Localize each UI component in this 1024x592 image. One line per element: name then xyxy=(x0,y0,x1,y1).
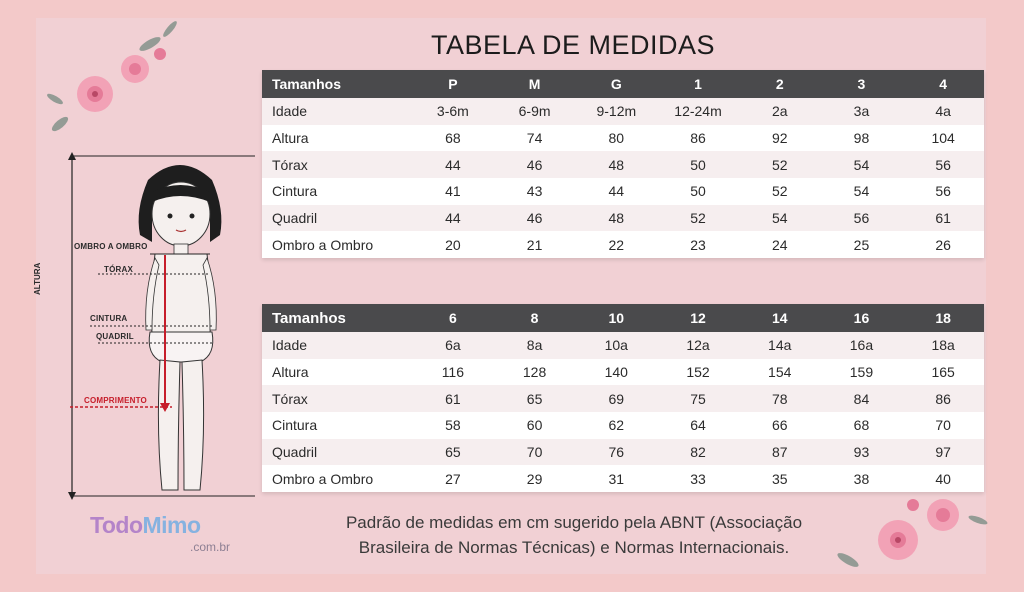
table-cell: 54 xyxy=(853,183,870,200)
table-cell: 104 xyxy=(931,130,955,147)
row-label: Altura xyxy=(272,130,309,147)
table-cell: 3a xyxy=(853,103,870,120)
table-row xyxy=(262,332,984,359)
table-cell: 68 xyxy=(853,417,870,434)
table-cell: 44 xyxy=(445,210,461,227)
header-cell: 4 xyxy=(939,76,948,92)
table-cell: 8a xyxy=(526,337,543,354)
table-cell: 31 xyxy=(608,470,625,487)
table-cell: 21 xyxy=(526,236,543,253)
header-cell: G xyxy=(610,76,622,92)
table-cell: 61 xyxy=(935,210,951,227)
table-row xyxy=(262,125,984,152)
header-cell: 16 xyxy=(853,310,870,326)
footer-line-1: Padrão de medidas em cm sugerido pela ABNT (Associação xyxy=(345,513,803,532)
table-cell: 2a xyxy=(771,103,788,120)
table-cell: 116 xyxy=(441,364,465,381)
table-cell: 46 xyxy=(526,156,543,173)
table-cell: 48 xyxy=(608,156,625,173)
header-cell: P xyxy=(448,76,458,92)
table-cell: 74 xyxy=(526,130,543,147)
label-cintura: CINTURA xyxy=(90,314,128,323)
size-table-large xyxy=(262,304,984,492)
label-comprimento: COMPRIMENTO xyxy=(84,396,147,405)
logo-domain: .com.br xyxy=(190,540,231,554)
table-header xyxy=(262,304,984,332)
table-cell: 82 xyxy=(690,444,706,461)
table-row xyxy=(262,178,984,205)
table-cell: 26 xyxy=(935,236,951,253)
table-cell: 40 xyxy=(935,470,951,487)
table-row xyxy=(262,231,984,258)
table-cell: 60 xyxy=(526,417,543,434)
table-cell: 152 xyxy=(686,364,710,381)
table-cell: 4a xyxy=(935,103,951,120)
todomimo-logo xyxy=(90,512,201,539)
row-label: Tórax xyxy=(272,156,308,173)
label-torax: TÓRAX xyxy=(104,265,133,274)
table-cell: 12a xyxy=(686,337,710,354)
row-label: Cintura xyxy=(272,183,318,200)
header-cell: 6 xyxy=(448,310,457,326)
page-title: TABELA DE MEDIDAS xyxy=(430,30,716,60)
flower-decoration-top-left xyxy=(40,14,190,144)
table-cell: 98 xyxy=(853,130,870,147)
header-cell: 10 xyxy=(608,310,625,326)
table-cell: 29 xyxy=(526,470,543,487)
table-cell: 33 xyxy=(690,470,706,487)
table-cell: 6a xyxy=(445,337,461,354)
row-label: Altura xyxy=(272,364,309,381)
table-cell: 70 xyxy=(526,444,543,461)
table-cell: 154 xyxy=(768,364,792,381)
table-cell: 65 xyxy=(526,390,543,407)
table-cell: 65 xyxy=(445,444,461,461)
header-cell: 18 xyxy=(935,310,951,326)
header-cell: 1 xyxy=(694,76,702,92)
table-cell: 18a xyxy=(931,337,955,354)
table-cell: 62 xyxy=(608,417,625,434)
table-cell: 58 xyxy=(445,417,461,434)
table-row xyxy=(262,359,984,386)
table-cell: 140 xyxy=(604,364,628,381)
table-cell: 66 xyxy=(771,417,788,434)
row-label: Quadril xyxy=(272,210,318,227)
table-row xyxy=(262,151,984,178)
table-row xyxy=(262,439,984,466)
table-cell: 159 xyxy=(849,364,874,381)
header-label: Tamanhos xyxy=(272,76,341,92)
header-cell: M xyxy=(528,76,541,92)
label-ombro-a-ombro: OMBRO A OMBRO xyxy=(74,242,148,251)
row-label: Ombro a Ombro xyxy=(272,470,374,487)
table-cell: 84 xyxy=(853,390,870,407)
header-cell: 12 xyxy=(690,310,706,326)
table-cell: 43 xyxy=(526,183,543,200)
child-measurement-figure xyxy=(60,150,260,502)
table-cell: 50 xyxy=(690,156,706,173)
table-cell: 23 xyxy=(690,236,706,253)
table-cell: 78 xyxy=(771,390,788,407)
table-cell: 64 xyxy=(690,417,706,434)
table-cell: 46 xyxy=(526,210,543,227)
label-quadril: QUADRIL xyxy=(96,332,134,341)
table-cell: 3-6m xyxy=(436,103,469,120)
table-cell: 27 xyxy=(445,470,461,487)
table-cell: 12-24m xyxy=(674,103,722,120)
table-cell: 44 xyxy=(608,183,625,200)
table-cell: 48 xyxy=(608,210,625,227)
header-cell: 14 xyxy=(771,310,788,326)
table-cell: 93 xyxy=(853,444,870,461)
table-body xyxy=(262,98,984,258)
table-cell: 61 xyxy=(445,390,461,407)
table-cell: 87 xyxy=(771,444,788,461)
table-cell: 10a xyxy=(604,337,628,354)
table-cell: 24 xyxy=(771,236,788,253)
table-cell: 35 xyxy=(771,470,788,487)
table-cell: 54 xyxy=(771,210,788,227)
table-cell: 44 xyxy=(445,156,461,173)
table-cell: 80 xyxy=(608,130,625,147)
header-cell: 2 xyxy=(775,76,784,92)
row-label: Ombro a Ombro xyxy=(272,236,374,253)
row-label: Quadril xyxy=(272,444,318,461)
row-label: Cintura xyxy=(272,417,318,434)
table-cell: 54 xyxy=(853,156,870,173)
footer-note xyxy=(300,510,848,560)
table-cell: 52 xyxy=(690,210,706,227)
table-cell: 38 xyxy=(853,470,870,487)
row-label: Tórax xyxy=(272,390,308,407)
table-cell: 22 xyxy=(608,236,625,253)
logo-part-mimo: Mimo xyxy=(142,512,201,538)
table-row xyxy=(262,205,984,232)
table-cell: 69 xyxy=(608,390,625,407)
label-altura: ALTURA xyxy=(33,262,42,295)
table-cell: 6-9m xyxy=(518,103,551,120)
table-cell: 56 xyxy=(935,156,951,173)
table-cell: 52 xyxy=(771,183,788,200)
table-header xyxy=(262,70,984,98)
table-cell: 9-12m xyxy=(596,103,637,120)
table-cell: 128 xyxy=(522,364,547,381)
table-cell: 25 xyxy=(853,236,870,253)
table-row xyxy=(262,98,984,125)
table-row xyxy=(262,465,984,492)
table-cell: 14a xyxy=(768,337,792,354)
row-label: Idade xyxy=(272,103,308,120)
table-cell: 97 xyxy=(935,444,951,461)
table-cell: 92 xyxy=(771,130,788,147)
table-cell: 86 xyxy=(690,130,706,147)
table-cell: 56 xyxy=(853,210,870,227)
header-cell: 8 xyxy=(530,310,539,326)
size-table-small xyxy=(262,70,984,258)
row-label: Idade xyxy=(272,337,308,354)
table-cell: 165 xyxy=(931,364,955,381)
table-cell: 56 xyxy=(935,183,951,200)
header-label: Tamanhos xyxy=(272,309,346,327)
table-cell: 20 xyxy=(445,236,461,253)
table-cell: 16a xyxy=(849,337,874,354)
footer-line-2: Brasileira de Normas Técnicas) e Normas Internacionais. xyxy=(358,538,790,557)
table-cell: 76 xyxy=(608,444,625,461)
table-cell: 50 xyxy=(690,183,706,200)
table-cell: 52 xyxy=(771,156,788,173)
table-row xyxy=(262,385,984,412)
logo-part-todo: Todo xyxy=(90,512,143,538)
table-cell: 75 xyxy=(690,390,706,407)
table-cell: 70 xyxy=(935,417,951,434)
table-row xyxy=(262,412,984,439)
table-cell: 86 xyxy=(935,390,951,407)
table-cell: 41 xyxy=(445,183,461,200)
header-cell: 3 xyxy=(857,76,866,92)
table-cell: 68 xyxy=(445,130,461,147)
table-body xyxy=(262,332,984,492)
